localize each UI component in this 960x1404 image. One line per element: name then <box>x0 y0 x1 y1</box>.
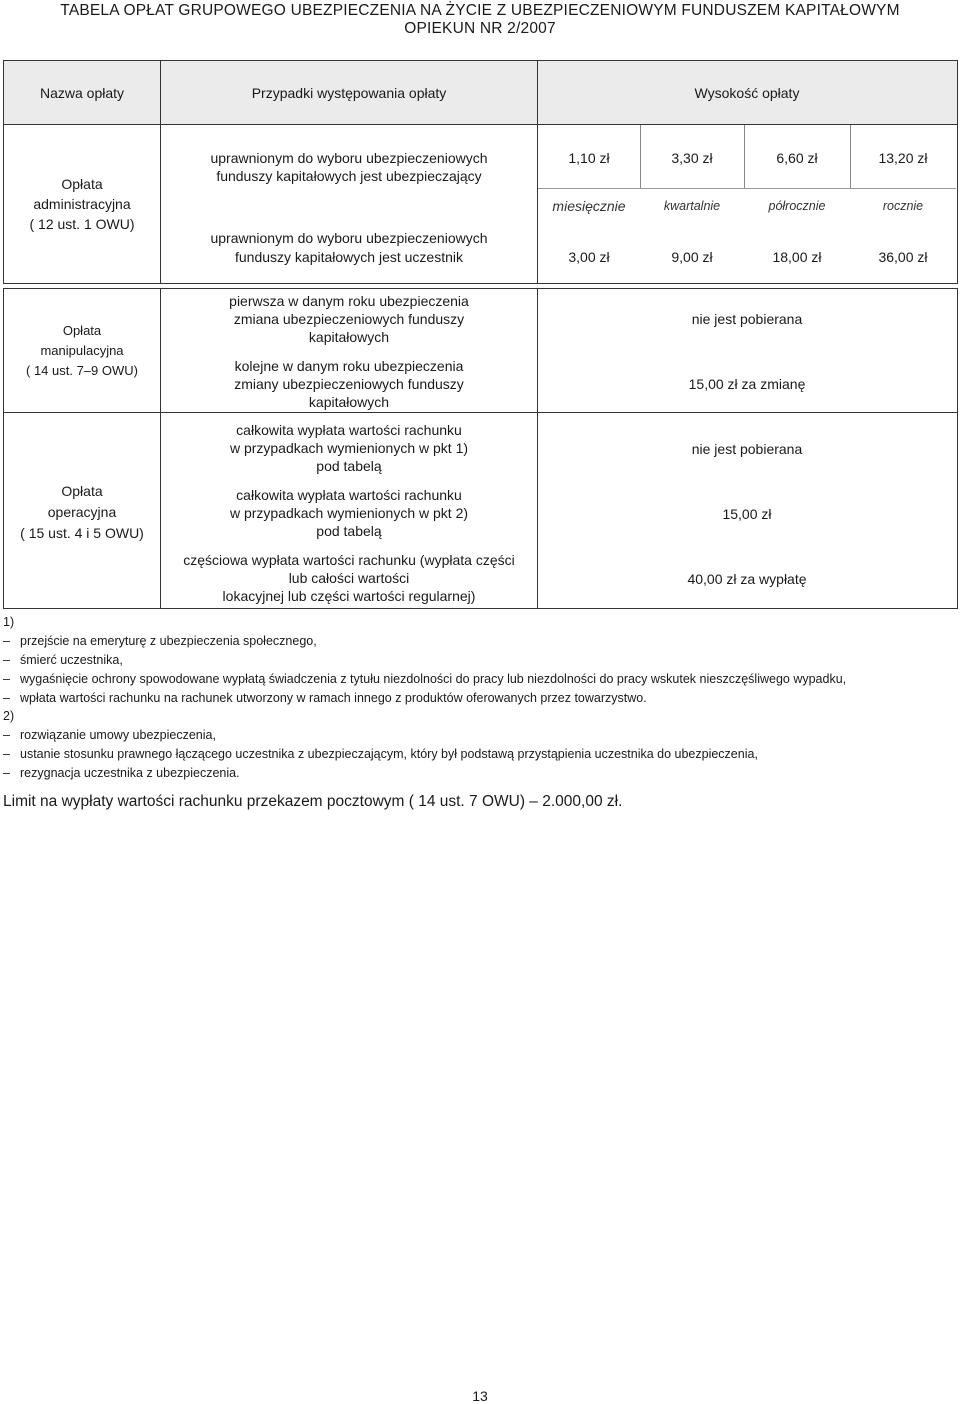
oper-fee-name-cell <box>3 412 162 609</box>
footnote-1-text: śmierć uczestnika, <box>20 653 123 667</box>
manip-amount2: 15,00 zł za zmianę <box>688 376 806 392</box>
manip-fee-name-cell <box>3 288 162 414</box>
footnote-1-text: przejście na emeryturę z ubezpieczenia społecznego, <box>20 634 317 648</box>
footnote-1-item <box>3 651 123 670</box>
manip-fee-name-l1: Opłata <box>62 323 102 338</box>
footnote-1-marker: 1) <box>3 615 15 629</box>
admin-period: kwartalnie <box>663 199 721 213</box>
oper-case2-l2: w przypadkach wymienionych w pkt 2) <box>229 505 469 521</box>
header-cases-cell <box>160 60 539 126</box>
admin-case2-l1: uprawnionym do wyboru ubezpieczeniowych <box>210 230 488 246</box>
admin-fee-name-l1: Opłata <box>61 176 103 192</box>
admin-amount-bottom: 9,00 zł <box>671 249 713 265</box>
manip-amount1: nie jest pobierana <box>691 311 803 327</box>
header-name-cell <box>3 60 162 126</box>
admin-amount-top: 3,30 zł <box>671 150 713 166</box>
footnote-1-item <box>3 689 647 708</box>
admin-amount-bottom: 18,00 zł <box>772 249 822 265</box>
admin-fee-name-cell <box>3 124 162 284</box>
footnote-dash: – <box>3 747 10 761</box>
admin-fee-name-l2: administracyjna <box>33 196 131 212</box>
admin-amount-top: 1,10 zł <box>568 150 610 166</box>
footnote-2-item <box>3 726 216 745</box>
footnote-dash: – <box>3 766 10 780</box>
admin-period: półrocznie <box>768 199 826 213</box>
oper-case1-l2: w przypadkach wymienionych w pkt 1) <box>229 440 469 456</box>
admin-period: rocznie <box>882 199 924 213</box>
oper-amount3: 40,00 zł za wypłatę <box>687 571 807 587</box>
oper-case3-l2: lub całości wartości <box>288 570 410 586</box>
header-cases-label: Przypadki występowania opłaty <box>251 85 447 101</box>
footnote-1-item <box>3 670 846 689</box>
header-name-label: Nazwa opłaty <box>39 85 125 101</box>
footnote-2-text: ustanie stosunku prawnego łączącego uczestnika z ubezpieczającym, który był podstawą przystąpienia uczestnika do ubezpieczenia, <box>20 747 758 761</box>
admin-fee-name-l3: ( 12 ust. 1 OWU) <box>29 216 135 232</box>
admin-case1-l1: uprawnionym do wyboru ubezpieczeniowych <box>210 150 488 166</box>
oper-fee-name-l1: Opłata <box>61 483 103 499</box>
oper-case3-l3: lokacyjnej lub części wartości regularnej) <box>222 588 476 604</box>
oper-case2-l3: pod tabelą <box>316 523 382 539</box>
admin-case2-l2: funduszy kapitałowych jest uczestnik <box>235 249 463 265</box>
footnote-dash: – <box>3 672 10 686</box>
oper-fee-name-l3: ( 15 ust. 4 i 5 OWU) <box>20 525 144 541</box>
page-number: 13 <box>472 1388 488 1404</box>
oper-case2-l1: całkowita wypłata wartości rachunku <box>236 487 462 503</box>
footnote-1-text: wygaśnięcie ochrony spowodowane wypłatą świadczenia z tytułu niezdolności do pracy lub niezdolności do pracy wskutek nieszczęśliwego wypadku, <box>20 672 847 686</box>
footnote-dash: – <box>3 634 10 648</box>
document-title-line2: OPIEKUN NR 2/2007 <box>404 20 556 37</box>
header-amount-label: Wysokość opłaty <box>694 85 800 101</box>
admin-amount-top: 13,20 zł <box>878 150 928 166</box>
admin-case1-l2: funduszy kapitałowych jest ubezpieczający <box>216 168 482 184</box>
admin-period: miesięcznie <box>552 198 626 214</box>
footnote-dash: – <box>3 691 10 705</box>
footnote-2-marker: 2) <box>3 709 15 723</box>
oper-case3-l1: częściowa wypłata wartości rachunku (wypłata części <box>183 552 515 568</box>
oper-amount2: 15,00 zł <box>722 506 772 522</box>
footnote-2-text: rezygnacja uczestnika z ubezpieczenia. <box>20 766 240 780</box>
oper-fee-name-l2: operacyjna <box>47 504 117 520</box>
footnote-1-text: wpłata wartości rachunku na rachunek utworzony w ramach innego z produktów oferowanych przez towarzystwo. <box>20 691 647 705</box>
manip-case1-l2: zmiana ubezpieczeniowych funduszy <box>233 311 465 327</box>
manip-fee-cases-cell <box>160 288 539 414</box>
manip-case1-l1: pierwsza w danym roku ubezpieczenia <box>229 293 469 309</box>
admin-fee-cases-cell <box>160 124 539 284</box>
admin-amount-top: 6,60 zł <box>776 150 818 166</box>
admin-grid-divider <box>538 188 956 189</box>
oper-fee-cases-cell <box>160 412 539 609</box>
document-title-line1: TABELA OPŁAT GRUPOWEGO UBEZPIECZENIA NA ŻYCIE Z UBEZPIECZENIOWYM FUNDUSZEM KAPITAŁOWYM <box>60 2 900 19</box>
withdrawal-limit-note: Limit na wypłaty wartości rachunku przekazem pocztowym ( 14 ust. 7 OWU) – 2.000,00 zł. <box>3 793 623 810</box>
admin-fee-amount-cell <box>537 124 958 284</box>
footnote-1-item <box>3 632 317 651</box>
header-amount-cell <box>537 60 958 126</box>
manip-case2-l2: zmiany ubezpieczeniowych funduszy <box>234 376 464 392</box>
oper-fee-amount-cell <box>537 412 958 609</box>
footnote-2-item <box>3 764 240 783</box>
manip-case2-l3: kapitałowych <box>308 394 390 410</box>
manip-fee-amount-cell <box>537 288 958 414</box>
footnote-dash: – <box>3 653 10 667</box>
footnote-dash: – <box>3 728 10 742</box>
manip-case1-l3: kapitałowych <box>308 329 390 345</box>
footnote-2-text: rozwiązanie umowy ubezpieczenia, <box>20 728 216 742</box>
oper-case1-l3: pod tabelą <box>316 458 382 474</box>
oper-amount1: nie jest pobierana <box>691 441 803 457</box>
admin-amount-bottom: 3,00 zł <box>568 249 610 265</box>
manip-fee-name-l2: manipulacyjna <box>40 343 124 358</box>
manip-case2-l1: kolejne w danym roku ubezpieczenia <box>234 358 464 374</box>
footnote-2-item <box>3 745 758 764</box>
admin-amount-bottom: 36,00 zł <box>878 249 928 265</box>
manip-fee-name-l3: ( 14 ust. 7–9 OWU) <box>26 363 138 378</box>
oper-case1-l1: całkowita wypłata wartości rachunku <box>236 422 462 438</box>
